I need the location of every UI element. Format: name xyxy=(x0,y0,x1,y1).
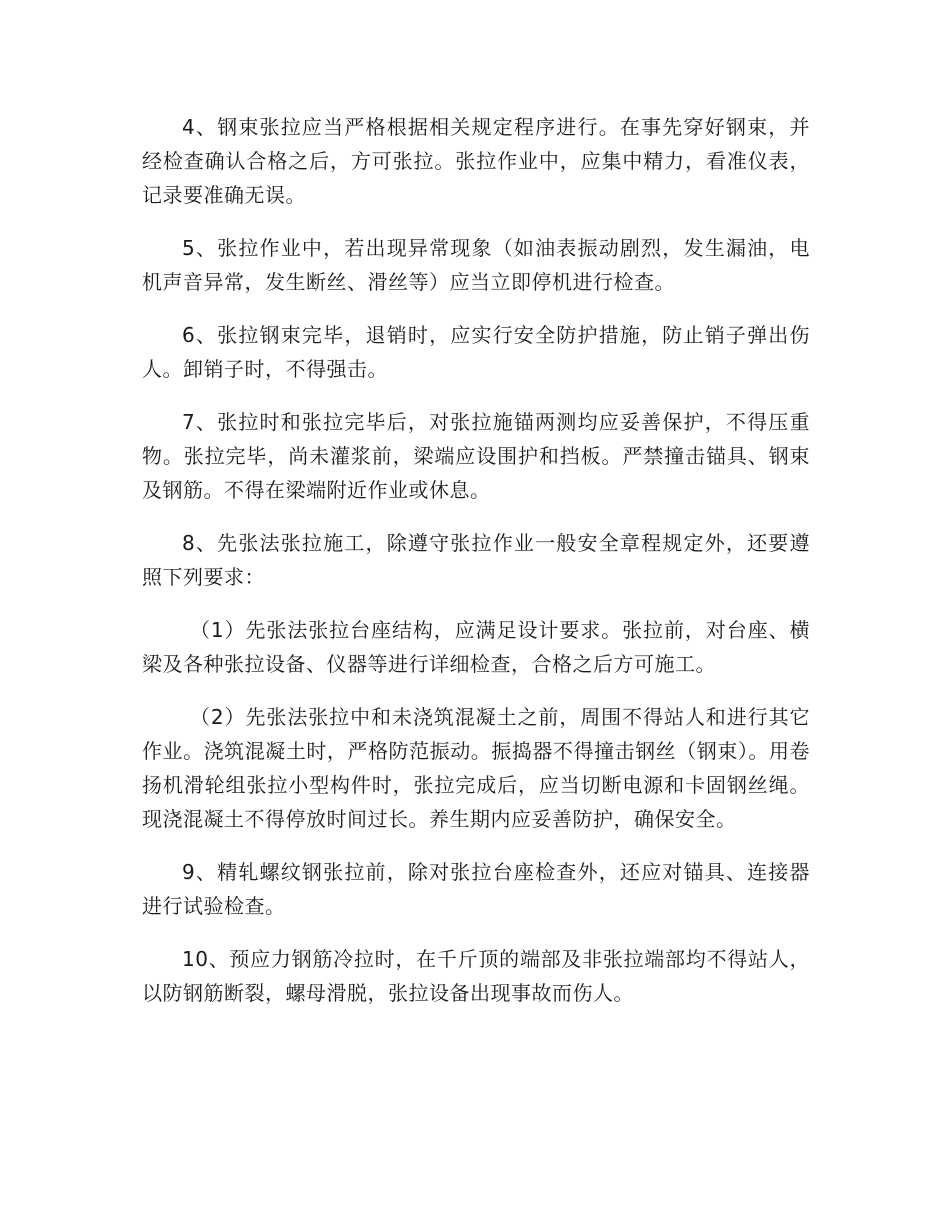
paragraph-item-8: 8、先张法张拉施工，除遵守张拉作业一般安全章程规定外，还要遵照下列要求： xyxy=(142,531,810,589)
document-body xyxy=(142,110,810,1029)
paragraph-item-5: 5、张拉作业中，若出现异常现象（如油表振动剧烈，发生漏油，电机声音异常，发生断丝、滑丝等）应当立即停机进行检查。 xyxy=(142,236,810,294)
paragraph-item-9: 9、精轧螺纹钢张拉前，除对张拉台座检查外，还应对锚具、连接器进行试验检查。 xyxy=(142,860,810,918)
paragraph-subitem-2: （2）先张法张拉中和未浇筑混凝土之前，周围不得站人和进行其它作业。浇筑混凝土时，严格防范振动。振捣器不得撞击钢丝（钢束）。用卷扬机滑轮组张拉小型构件时，张拉完成后，应当切断电源和卡固钢丝绳。现浇混凝土不得停放时间过长。养生期内应妥善防护，确保安全。 xyxy=(142,705,810,831)
paragraph-item-7: 7、张拉时和张拉完毕后，对张拉施锚两测均应妥善保护，不得压重物。张拉完毕，尚未灌浆前，梁端应设围护和挡板。严禁撞击锚具、钢束及钢筋。不得在梁端附近作业或休息。 xyxy=(142,410,810,502)
paragraph-item-6: 6、张拉钢束完毕，退销时，应实行安全防护措施，防止销子弹出伤人。卸销子时，不得强击。 xyxy=(142,323,810,381)
paragraph-subitem-1: （1）先张法张拉台座结构，应满足设计要求。张拉前，对台座、横梁及各种张拉设备、仪器等进行详细检查，合格之后方可施工。 xyxy=(142,618,810,676)
paragraph-item-4: 4、钢束张拉应当严格根据相关规定程序进行。在事先穿好钢束，并经检查确认合格之后，方可张拉。张拉作业中，应集中精力，看准仪表，记录要准确无误。 xyxy=(142,115,810,207)
paragraph-item-10: 10、预应力钢筋冷拉时，在千斤顶的端部及非张拉端部均不得站人，以防钢筋断裂，螺母滑脱，张拉设备出现事故而伤人。 xyxy=(142,947,810,1005)
